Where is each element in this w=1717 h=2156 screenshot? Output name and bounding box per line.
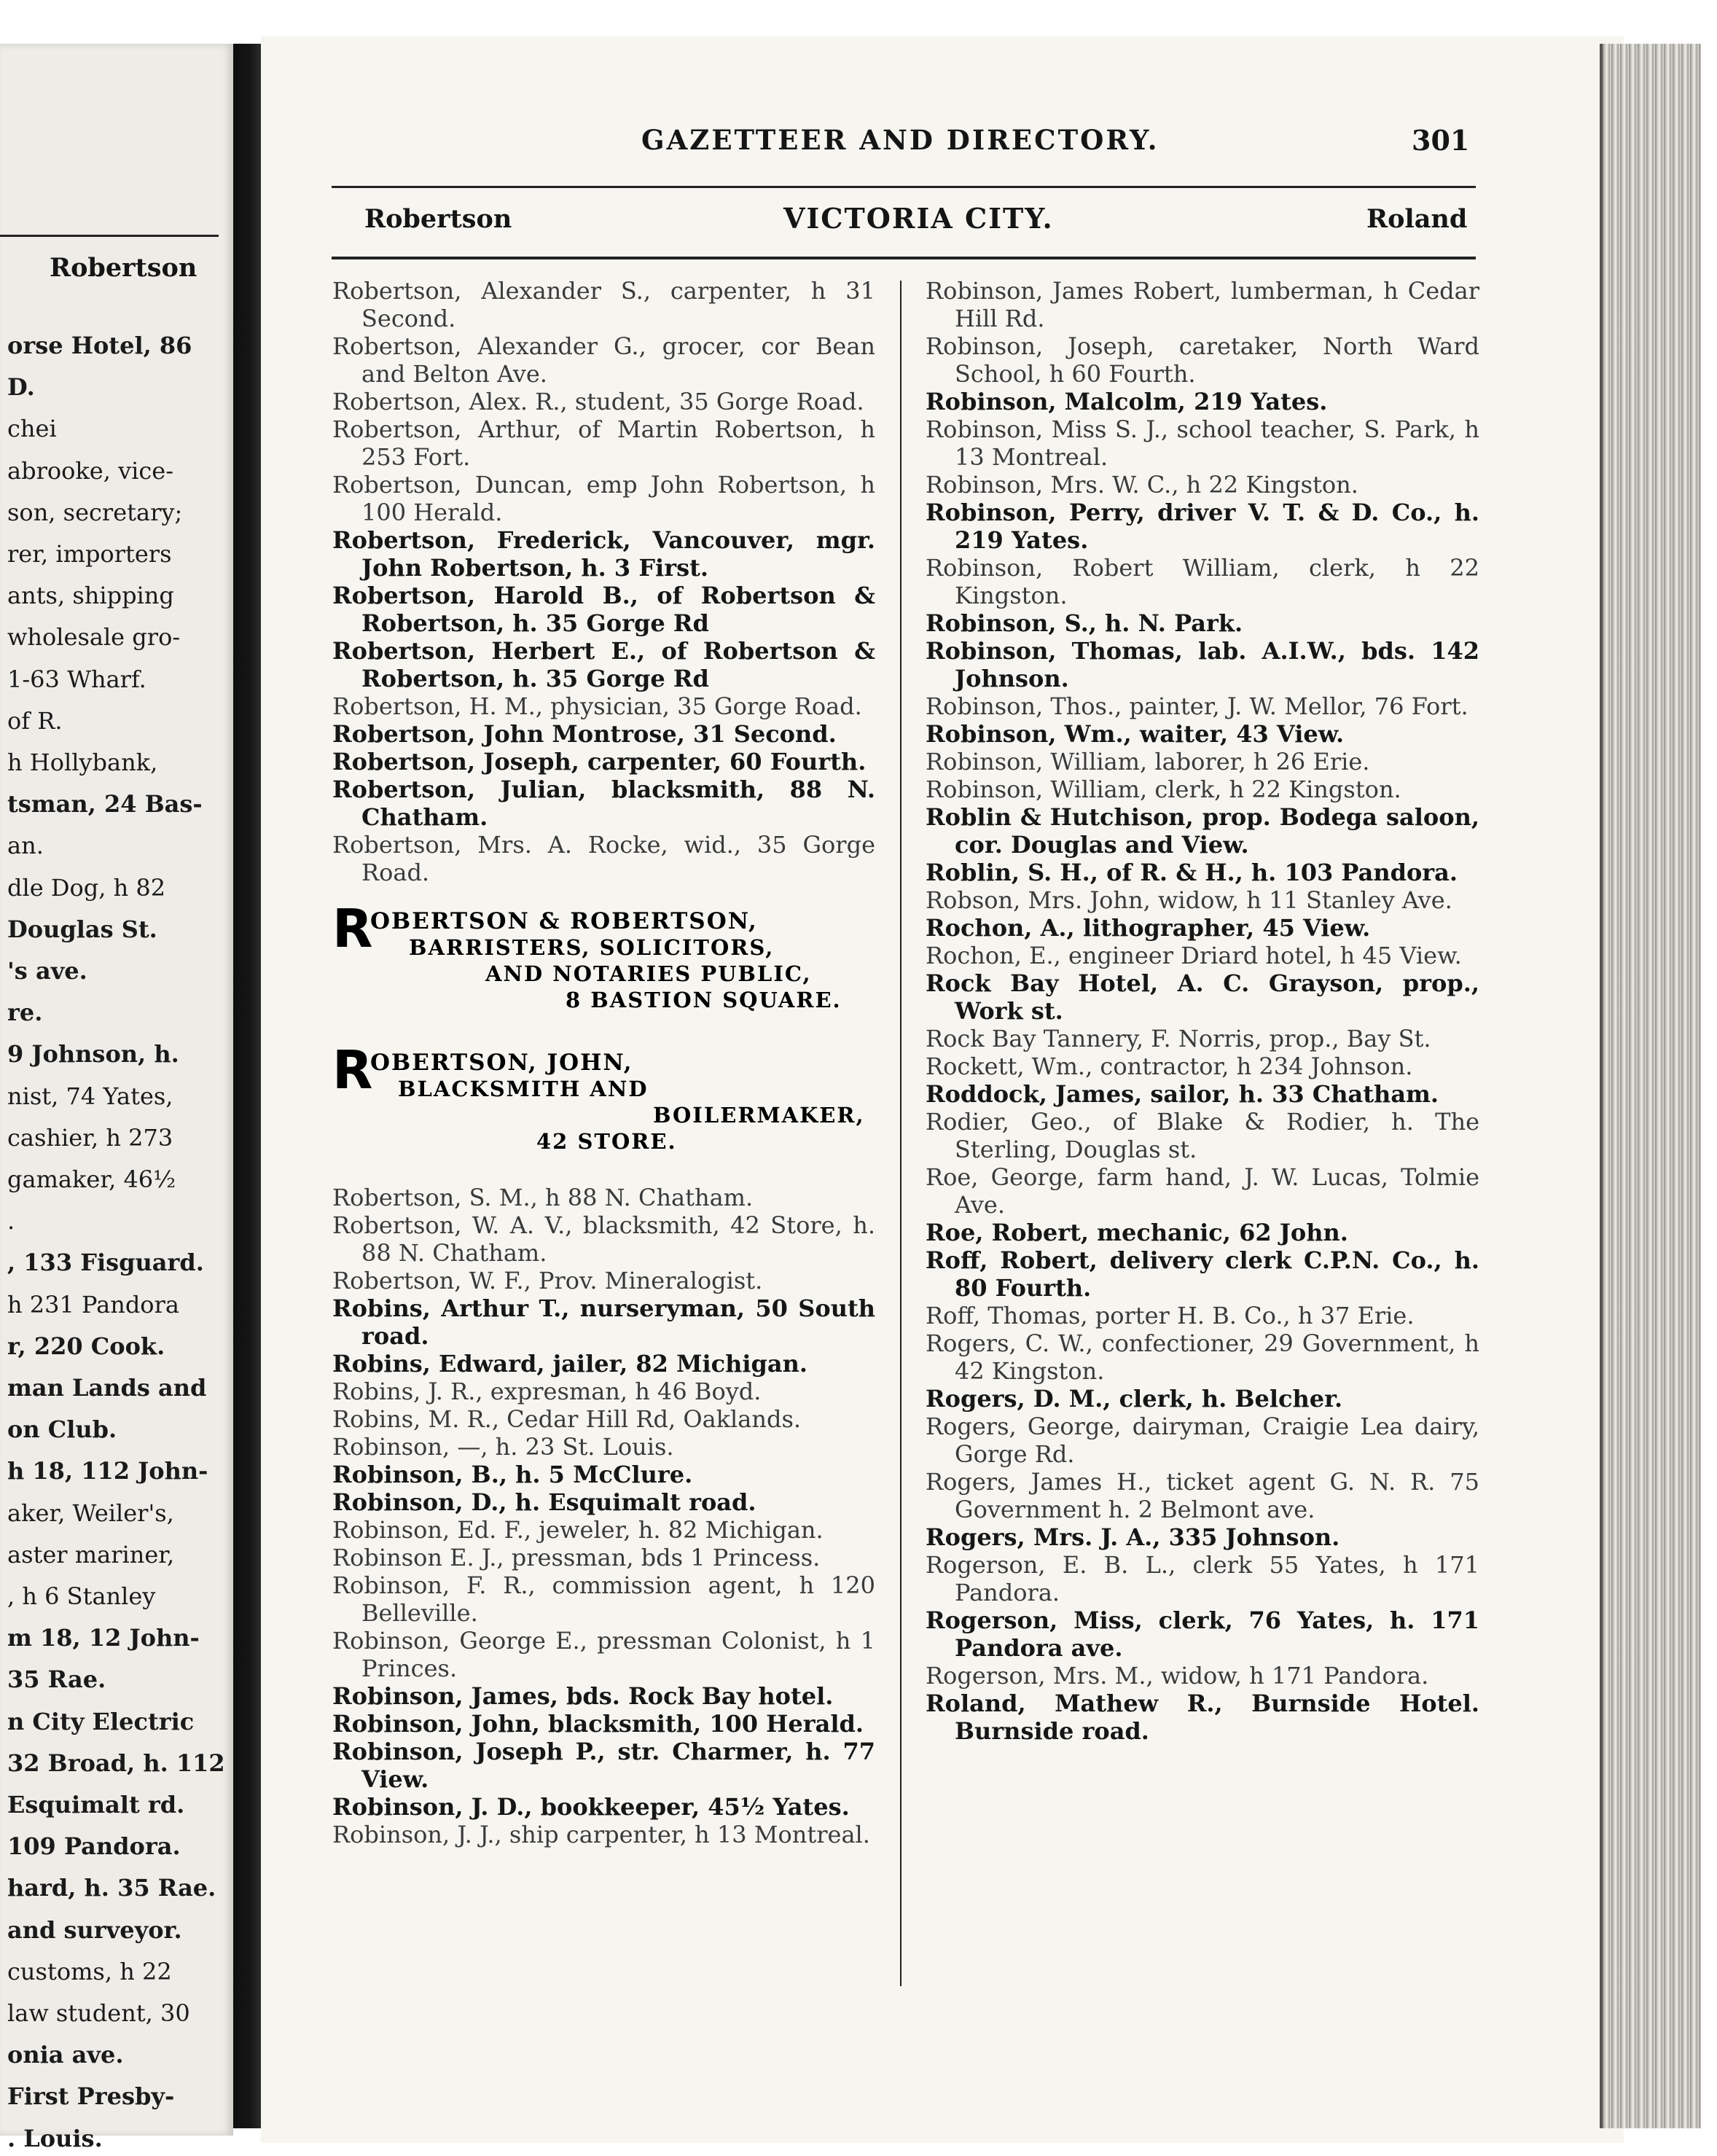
left-page-line: . Louis. (7, 2125, 103, 2152)
directory-entry: Robins, M. R., Cedar Hill Rd, Oaklands. (332, 1405, 802, 1433)
directory-entry: Robinson, D., h. Esquimalt road. (332, 1488, 756, 1516)
left-page-line: First Presby- (7, 2082, 175, 2110)
header-rule-top (332, 186, 1476, 188)
directory-entry: Robinson, Thomas, lab. A.I.W., bds. 142 Johnson. (926, 637, 1479, 692)
directory-entry: Robins, Arthur T., nurseryman, 50 South road. (332, 1294, 875, 1350)
directory-entry: Robinson, Miss S. J., school teacher, S. Park, h 13 Montreal. (926, 415, 1479, 471)
directory-entry: Robinson, J. D., bookkeeper, 45½ Yates. (332, 1793, 850, 1821)
left-page-line: onia ave. (7, 2041, 124, 2069)
directory-entry: Robertson, Arthur, of Martin Robertson, h 253 Fort. (332, 415, 875, 471)
directory-entry: Roe, Robert, mechanic, 62 John. (926, 1219, 1348, 1246)
city-title: VICTORIA CITY. (783, 202, 1054, 235)
directory-entry: Robinson, James Robert, lumberman, h Cedar Hill Rd. (926, 277, 1479, 332)
entries-after-ads (332, 1184, 875, 1848)
advertisement-robertson-john (332, 1039, 875, 1155)
left-page-line: an. (7, 832, 44, 859)
left-page-line: , 133 Fisguard. (7, 1249, 204, 1276)
directory-entry: Rogerson, Miss, clerk, 76 Yates, h. 171 Pandora ave. (926, 1606, 1479, 1662)
left-page-header-rule (0, 235, 219, 237)
left-page-line: n City Electric (7, 1708, 195, 1735)
directory-entry: Rogers, C. W., confectioner, 29 Government, h 42 Kingston. (926, 1329, 1479, 1385)
left-keyword: Robertson (364, 204, 512, 234)
directory-entry: Robertson, Mrs. A. Rocke, wid., 35 Gorge Road. (332, 831, 875, 886)
directory-entry: Robinson, William, clerk, h 22 Kingston. (926, 776, 1401, 803)
left-page-line: r, 220 Cook. (7, 1332, 165, 1360)
left-page-keyword: Robertson (50, 253, 197, 283)
directory-entry: Robinson E. J., pressman, bds 1 Princess. (332, 1544, 821, 1571)
ad-line: 42 STORE. (536, 1129, 677, 1154)
directory-entry: Robson, Mrs. John, widow, h 11 Stanley Ave. (926, 886, 1452, 914)
left-page-line: 9 Johnson, h. (7, 1040, 179, 1068)
directory-entry: Robinson, Perry, driver V. T. & D. Co., h. 219 Yates. (926, 499, 1479, 554)
directory-entry: Rochon, A., lithographer, 45 View. (926, 914, 1371, 942)
directory-entry: Rogers, Mrs. J. A., 335 Johnson. (926, 1523, 1340, 1551)
directory-entry: Rogers, D. M., clerk, h. Belcher. (926, 1385, 1343, 1413)
left-page-line: abrooke, vice- (7, 457, 174, 485)
directory-entry: Rodier, Geo., of Blake & Rodier, h. The Sterling, Douglas st. (926, 1108, 1479, 1163)
ad-drop-initial: R (332, 898, 373, 959)
advertisement-robertson-robertson (332, 898, 875, 1013)
ad-heading: OBERTSON, JOHN, (370, 1050, 633, 1076)
left-column (332, 277, 875, 1848)
ad-heading: OBERTSON & ROBERTSON, (370, 908, 758, 934)
directory-entry: Robinson, Joseph, caretaker, North Ward School, h 60 Fourth. (926, 332, 1479, 388)
directory-entry: Robinson, George E., pressman Colonist, h 1 Princes. (332, 1627, 875, 1682)
left-page-fragment (0, 44, 233, 2152)
left-page-line: , h 6 Stanley (7, 1582, 156, 1610)
ad-line: BARRISTERS, SOLICITORS, (409, 935, 775, 960)
left-page-line: h 18, 112 John- (7, 1457, 208, 1485)
directory-entry: Robertson, Alex. R., student, 35 Gorge Road. (332, 388, 864, 415)
left-page-line: h 231 Pandora (7, 1291, 179, 1319)
left-page-line: Douglas St. (7, 915, 157, 943)
left-page-line: Esquimalt rd. (7, 1791, 185, 1819)
directory-entry: Robinson, Ed. F., jeweler, h. 82 Michigan. (332, 1516, 824, 1544)
directory-entry: Robertson, Duncan, emp John Robertson, h 100 Herald. (332, 471, 875, 526)
left-page-line: on Club. (7, 1415, 117, 1443)
directory-entry: Robertson, Alexander S., carpenter, h 31 Second. (332, 277, 875, 332)
left-page-line: of R. (7, 707, 63, 735)
left-page-line: D. (7, 373, 35, 401)
directory-entry: Robinson, Malcolm, 219 Yates. (926, 388, 1328, 415)
directory-entry: Roe, George, farm hand, J. W. Lucas, Tolmie Ave. (926, 1163, 1479, 1219)
directory-entry: Robertson, Harold B., of Robertson & Robertson, h. 35 Gorge Rd (332, 582, 875, 637)
directory-entry: Robertson, Frederick, Vancouver, mgr. John Robertson, h. 3 First. (332, 526, 875, 582)
ad-line: BOILERMAKER, (653, 1103, 865, 1128)
entries-before-ads (332, 277, 875, 886)
directory-entry: Rogerson, Mrs. M., widow, h 171 Pandora. (926, 1662, 1429, 1690)
directory-entry: Robins, Edward, jailer, 82 Michigan. (332, 1350, 808, 1378)
left-page-line: wholesale gro- (7, 623, 181, 651)
directory-entry: Robinson, Joseph P., str. Charmer, h. 77 View. (332, 1738, 875, 1793)
left-page-line: gamaker, 46½ (7, 1165, 176, 1193)
ad-line: BLACKSMITH AND (398, 1077, 649, 1101)
directory-entry: Robinson, B., h. 5 McClure. (332, 1461, 693, 1488)
left-page-line: dle Dog, h 82 (7, 874, 166, 902)
directory-entry: Robertson, Alexander G., grocer, cor Bean and Belton Ave. (332, 332, 875, 388)
left-page-line: tsman, 24 Bas- (7, 790, 203, 818)
left-page-line: re. (7, 999, 43, 1026)
left-page-line: h Hollybank, (7, 749, 158, 776)
directory-entry: Robins, J. R., expresman, h 46 Boyd. (332, 1378, 762, 1405)
directory-entry: Robinson, S., h. N. Park. (926, 609, 1243, 637)
ad-drop-initial: R (332, 1039, 373, 1101)
left-page-line: rer, importers (7, 540, 172, 568)
directory-entry: Rockett, Wm., contractor, h 234 Johnson. (926, 1052, 1413, 1080)
right-keyword: Roland (1366, 204, 1468, 234)
right-column (926, 277, 1479, 1745)
left-page-line: son, secretary; (7, 499, 183, 526)
directory-entry: Robinson, Thos., painter, J. W. Mellor, 76 Fort. (926, 692, 1468, 720)
left-page-line: and surveyor. (7, 1916, 182, 1944)
directory-entry: Robertson, S. M., h 88 N. Chatham. (332, 1184, 754, 1211)
left-page-line: chei (7, 415, 57, 442)
left-page-line: customs, h 22 (7, 1958, 172, 1985)
left-page-line: law student, 30 (7, 1999, 190, 2027)
running-head-title: GAZETTEER AND DIRECTORY. (641, 124, 1159, 156)
directory-entry: Robinson, William, laborer, h 26 Erie. (926, 748, 1370, 776)
left-page-line: 109 Pandora. (7, 1832, 181, 1860)
directory-entry: Robertson, H. M., physician, 35 Gorge Road. (332, 692, 862, 720)
directory-entry: Roddock, James, sailor, h. 33 Chatham. (926, 1080, 1439, 1108)
left-page-line: orse Hotel, 86 (7, 332, 192, 359)
directory-entry: Robinson, —, h. 23 St. Louis. (332, 1433, 674, 1461)
header-rule-bottom (332, 257, 1476, 259)
directory-entry: Robinson, James, bds. Rock Bay hotel. (332, 1682, 834, 1710)
directory-entry: Roblin & Hutchison, prop. Bodega saloon, cor. Douglas and View. (926, 803, 1479, 859)
directory-entry: Rock Bay Hotel, A. C. Grayson, prop., Work st. (926, 969, 1479, 1025)
column-divider (900, 281, 901, 1986)
directory-entry: Robinson, Mrs. W. C., h 22 Kingston. (926, 471, 1358, 499)
ad-line: 8 BASTION SQUARE. (566, 988, 842, 1012)
page-number: 301 (1412, 124, 1470, 157)
directory-entry: Robinson, Robert William, clerk, h 22 Kingston. (926, 554, 1479, 609)
directory-entry: Robertson, John Montrose, 31 Second. (332, 720, 837, 748)
directory-entry: Roff, Thomas, porter H. B. Co., h 37 Erie. (926, 1302, 1415, 1329)
page-edges (1600, 44, 1701, 2128)
left-page-line: 1-63 Wharf. (7, 665, 146, 693)
directory-entry: Robinson, F. R., commission agent, h 120 Belleville. (332, 1571, 875, 1627)
left-page-line: aster mariner, (7, 1541, 175, 1569)
left-page-line: 's ave. (7, 957, 87, 985)
directory-entry: Rock Bay Tannery, F. Norris, prop., Bay St. (926, 1025, 1431, 1052)
directory-entry: Robertson, Julian, blacksmith, 88 N. Chatham. (332, 776, 875, 831)
directory-entry: Rogers, James H., ticket agent G. N. R. 75 Government h. 2 Belmont ave. (926, 1468, 1479, 1523)
directory-entry: Roland, Mathew R., Burnside Hotel. Burnside road. (926, 1690, 1479, 1745)
directory-entry: Roblin, S. H., of R. & H., h. 103 Pandora. (926, 859, 1458, 886)
directory-entry: Robertson, Joseph, carpenter, 60 Fourth. (332, 748, 867, 776)
left-page-line: aker, Weiler's, (7, 1499, 174, 1527)
right-column-entries (926, 277, 1479, 1745)
directory-entry: Robertson, W. A. V., blacksmith, 42 Store, h. 88 N. Chatham. (332, 1211, 875, 1267)
directory-entry: Rochon, E., engineer Driard hotel, h 45 View. (926, 942, 1462, 969)
ad-line: AND NOTARIES PUBLIC, (485, 961, 812, 986)
left-page-line: nist, 74 Yates, (7, 1082, 173, 1110)
directory-entry: Robinson, Wm., waiter, 43 View. (926, 720, 1345, 748)
left-page-line: . (7, 1207, 15, 1235)
book-gutter (233, 44, 261, 2128)
directory-entry: Robinson, J. J., ship carpenter, h 13 Montreal. (332, 1821, 870, 1848)
left-page-line: m 18, 12 John- (7, 1624, 200, 1652)
directory-entry: Rogerson, E. B. L., clerk 55 Yates, h 171 Pandora. (926, 1551, 1479, 1606)
left-page-line: hard, h. 35 Rae. (7, 1874, 216, 1902)
directory-entry: Robertson, W. F., Prov. Mineralogist. (332, 1267, 763, 1294)
left-page-line: man Lands and (7, 1374, 207, 1402)
left-page-line: ants, shipping (7, 582, 174, 609)
left-page-line: 32 Broad, h. 112 (7, 1749, 225, 1777)
directory-entry: Roff, Robert, delivery clerk C.P.N. Co., h. 80 Fourth. (926, 1246, 1479, 1302)
directory-entry: Rogers, George, dairyman, Craigie Lea dairy, Gorge Rd. (926, 1413, 1479, 1468)
left-page-line: cashier, h 273 (7, 1124, 173, 1152)
directory-entry: Robertson, Herbert E., of Robertson & Robertson, h. 35 Gorge Rd (332, 637, 875, 692)
directory-entry: Robinson, John, blacksmith, 100 Herald. (332, 1710, 864, 1738)
left-page-line: 35 Rae. (7, 1665, 106, 1693)
